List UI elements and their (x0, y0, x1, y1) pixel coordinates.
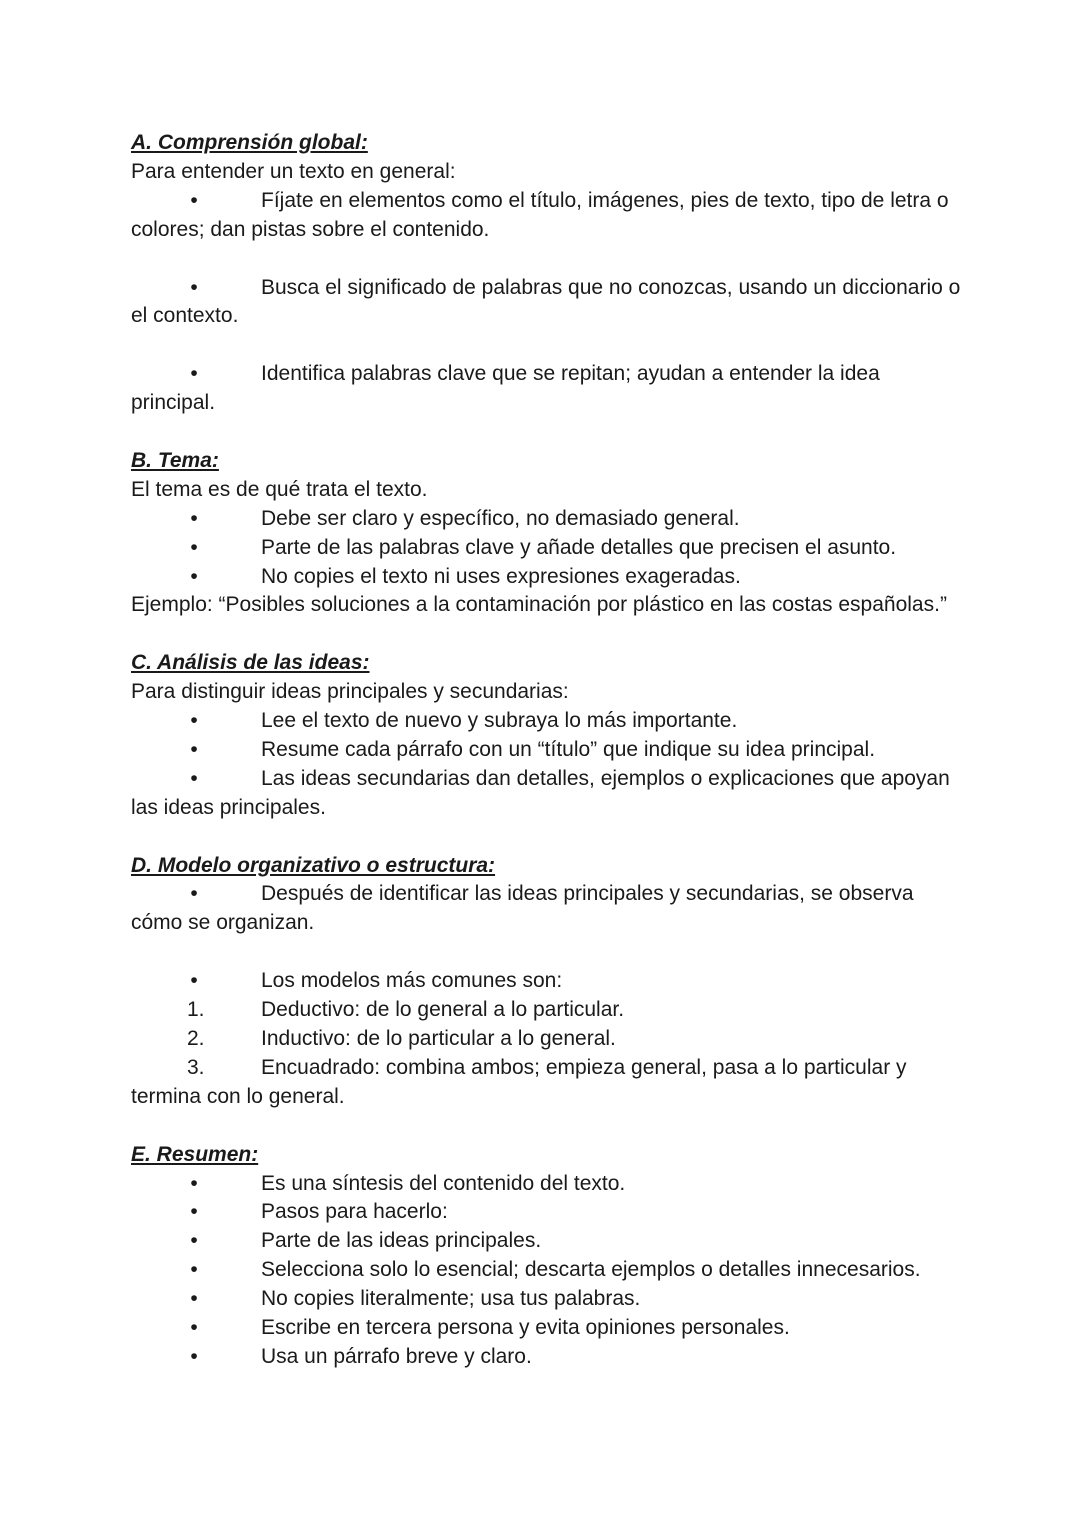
bullet-item (131, 1314, 961, 1343)
item-text: Los modelos más comunes son: (261, 969, 563, 993)
item-text: Es una síntesis del contenido del texto. (261, 1171, 626, 1195)
item-text: Inductivo: de lo particular a lo general. (261, 1027, 616, 1050)
paragraph: Para distinguir ideas principales y secundarias: (131, 680, 569, 704)
section-spacer (131, 1112, 961, 1141)
marker-glyph: • (190, 1229, 198, 1253)
bullet-item (131, 360, 961, 418)
item-text: No copies el texto ni uses expresiones exageradas. (261, 564, 741, 588)
item-text: Pasos para hacerlo: (261, 1200, 448, 1224)
blank-line (131, 331, 961, 360)
bullet-marker (131, 563, 261, 592)
section (131, 649, 961, 851)
bullet-item (131, 1256, 961, 1285)
section-heading: D. Modelo organizativo o estructura: (131, 853, 496, 877)
bullet-item (131, 880, 961, 938)
marker-glyph: • (190, 535, 198, 559)
bullet-item (131, 187, 961, 245)
paragraph: El tema es de qué trata el texto. (131, 477, 428, 501)
marker-glyph: • (190, 969, 198, 993)
bullet-marker (131, 534, 261, 563)
section-heading: B. Tema: (131, 448, 219, 472)
bullet-item (131, 534, 961, 563)
item-text: Debe ser claro y específico, no demasiado general. (261, 506, 740, 530)
marker-glyph: • (190, 1316, 198, 1340)
bullet-item (131, 1170, 961, 1199)
bullet-marker (131, 967, 261, 996)
section-heading: A. Comprensión global: (131, 131, 368, 154)
item-text: Deductivo: de lo general a lo particular. (261, 998, 625, 1022)
blank-line (131, 245, 961, 274)
bullet-item (131, 1227, 961, 1256)
section (131, 447, 961, 649)
marker-glyph: • (190, 1200, 198, 1224)
bullet-item (131, 967, 961, 996)
marker-glyph: • (190, 1258, 198, 1282)
bullet-marker (131, 707, 261, 736)
number-marker (131, 1025, 261, 1054)
item-text: Las ideas secundarias dan detalles, ejemplos o explicaciones que apoyan las ideas principales. (131, 766, 950, 819)
item-text: Usa un párrafo breve y claro. (261, 1344, 532, 1368)
bullet-marker (131, 274, 261, 303)
bullet-marker (131, 187, 261, 216)
item-text: Parte de las palabras clave y añade detalles que precisen el asunto. (261, 535, 897, 559)
bullet-marker (131, 1256, 261, 1285)
section-spacer (131, 418, 961, 447)
paragraph: Ejemplo: “Posibles soluciones a la contaminación por plástico en las costas españolas.” (131, 593, 947, 617)
bullet-marker (131, 765, 261, 794)
section (131, 129, 961, 447)
item-text: Lee el texto de nuevo y subraya lo más importante. (261, 709, 738, 733)
bullet-item (131, 505, 961, 534)
item-text: Después de identificar las ideas principales y secundarias, se observa cómo se organizan. (131, 882, 914, 935)
marker-glyph: • (190, 564, 198, 588)
bullet-marker (131, 1170, 261, 1199)
numbered-item (131, 1025, 961, 1054)
bullet-item (131, 274, 961, 332)
marker-glyph: • (190, 737, 198, 761)
marker-glyph: • (190, 506, 198, 530)
bullet-marker (131, 1343, 261, 1372)
bullet-marker (131, 1285, 261, 1314)
section-spacer (131, 620, 961, 649)
item-text: Selecciona solo lo esencial; descarta ejemplos o detalles innecesarios. (261, 1258, 921, 1282)
section-heading: E. Resumen: (131, 1142, 259, 1166)
bullet-item (131, 1198, 961, 1227)
marker-glyph: 2. (187, 1027, 205, 1050)
marker-glyph: • (190, 882, 198, 906)
numbered-item (131, 1054, 961, 1112)
section-spacer (131, 823, 961, 852)
item-text: Resume cada párrafo con un “título” que indique su idea principal. (261, 737, 876, 761)
section (131, 1141, 961, 1372)
document-body (131, 129, 961, 1372)
bullet-marker (131, 880, 261, 909)
item-text: Identifica palabras clave que se repitan; ayudan a entender la idea principal. (131, 362, 880, 415)
marker-glyph: • (190, 1287, 198, 1311)
numbered-item (131, 996, 961, 1025)
item-text: Busca el significado de palabras que no conozcas, usando un diccionario o el contexto. (131, 275, 961, 328)
marker-glyph: 3. (187, 1055, 205, 1079)
marker-glyph: • (190, 1344, 198, 1368)
marker-glyph: • (190, 188, 198, 212)
item-text: Encuadrado: combina ambos; empieza general, pasa a lo particular y termina con lo general. (131, 1055, 907, 1108)
item-text: Escribe en tercera persona y evita opiniones personales. (261, 1316, 790, 1340)
marker-glyph: • (190, 709, 198, 733)
number-marker (131, 1054, 261, 1083)
marker-glyph: 1. (187, 998, 205, 1022)
section (131, 852, 961, 1141)
marker-glyph: • (190, 275, 198, 299)
bullet-item (131, 736, 961, 765)
bullet-item (131, 707, 961, 736)
item-text: Parte de las ideas principales. (261, 1229, 542, 1253)
bullet-item (131, 563, 961, 592)
bullet-marker (131, 505, 261, 534)
bullet-marker (131, 1227, 261, 1256)
marker-glyph: • (190, 766, 198, 790)
bullet-item (131, 765, 961, 823)
marker-glyph: • (190, 362, 198, 386)
marker-glyph: • (190, 1171, 198, 1195)
number-marker (131, 996, 261, 1025)
bullet-marker (131, 736, 261, 765)
item-text: Fíjate en elementos como el título, imágenes, pies de texto, tipo de letra o colores; dan pistas sobre el contenido. (131, 188, 949, 241)
bullet-item (131, 1343, 961, 1372)
section-heading: C. Análisis de las ideas: (131, 651, 370, 675)
bullet-marker (131, 360, 261, 389)
bullet-marker (131, 1198, 261, 1227)
bullet-item (131, 1285, 961, 1314)
item-text: No copies literalmente; usa tus palabras. (261, 1287, 641, 1311)
blank-line (131, 938, 961, 967)
paragraph: Para entender un texto en general: (131, 159, 456, 183)
bullet-marker (131, 1314, 261, 1343)
